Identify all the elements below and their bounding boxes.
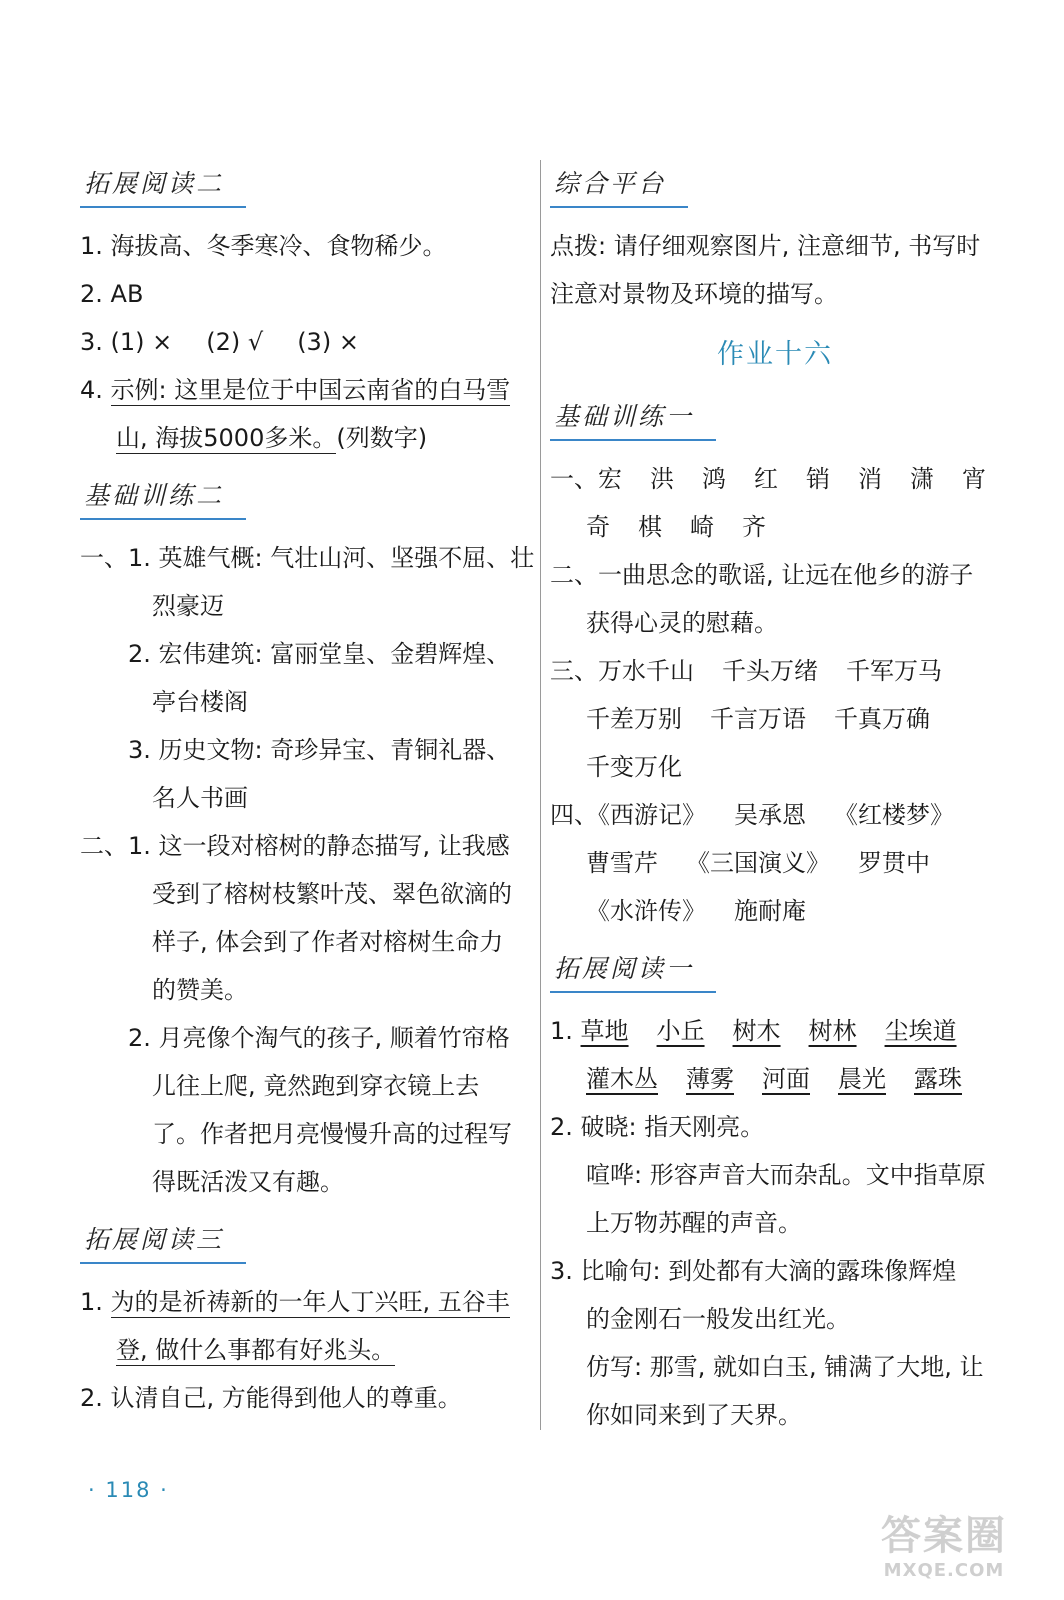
answer-3-part-2: (2) √ bbox=[206, 328, 264, 356]
q2-item-2-cont-3: 得既活泼又有趣。 bbox=[152, 1168, 344, 1196]
q2-item-1: 二、1. 这一段对榕树的静态描写, 让我感 bbox=[80, 832, 510, 860]
q2-item-2-cont-2: 了。作者把月亮慢慢升高的过程写 bbox=[152, 1120, 512, 1148]
answer-3 bbox=[80, 318, 530, 366]
bt1-q2: 二、一曲思念的歌谣, 让远在他乡的游子 bbox=[550, 561, 974, 589]
answer-char: 洪 bbox=[650, 465, 674, 493]
bt1-q4-label: 四、 bbox=[550, 801, 598, 829]
er1-q2-c: 上万物苏醒的声音。 bbox=[586, 1209, 802, 1237]
q1-item-1-cont: 烈豪迈 bbox=[152, 592, 224, 620]
idiom: 千变万化 bbox=[586, 753, 682, 781]
section-title-extended-reading-1: 拓展阅读一 bbox=[550, 949, 716, 993]
page-number: · 118 · bbox=[88, 1478, 169, 1502]
idiom: 千真万确 bbox=[834, 705, 930, 733]
underlined-word: 草地 bbox=[580, 1017, 629, 1045]
answer-char: 销 bbox=[806, 465, 830, 493]
hint-line-2: 注意对景物及环境的描写。 bbox=[550, 280, 838, 308]
bt1-q3-label: 三、 bbox=[550, 657, 598, 685]
bt1-q4-row1 bbox=[550, 791, 1000, 839]
er1-q1-row2 bbox=[550, 1055, 1000, 1103]
er1-q1-words-row2 bbox=[586, 1065, 990, 1093]
q2-item-2-cont-1: 儿往上爬, 竟然跑到穿衣镜上去 bbox=[152, 1072, 480, 1100]
book-or-author: 曹雪芹 bbox=[586, 849, 658, 877]
book-or-author: 《西游记》 bbox=[598, 801, 706, 829]
right-column bbox=[550, 150, 1000, 1439]
er1-q1-number: 1. bbox=[550, 1017, 573, 1045]
er3-answer-1 bbox=[80, 1278, 530, 1326]
watermark-logo bbox=[854, 1512, 1034, 1592]
er1-q1-row1 bbox=[550, 1007, 1000, 1055]
underlined-word: 树木 bbox=[732, 1017, 781, 1045]
section-title-comprehensive-platform: 综合平台 bbox=[550, 164, 688, 208]
underlined-word: 露珠 bbox=[914, 1065, 962, 1093]
book-or-author: 罗贯中 bbox=[858, 849, 930, 877]
answer-char: 齐 bbox=[742, 513, 766, 541]
answer-2: 2. AB bbox=[80, 280, 144, 308]
bt1-q3-idioms-row1 bbox=[598, 657, 970, 685]
underlined-word: 晨光 bbox=[838, 1065, 886, 1093]
answer-4-number: 4. bbox=[80, 376, 103, 404]
er3-answer-1-number: 1. bbox=[80, 1288, 103, 1316]
bt1-q3-idioms-row2 bbox=[586, 705, 958, 733]
underlined-word: 灌木丛 bbox=[586, 1065, 658, 1093]
column-divider bbox=[540, 160, 541, 1430]
answer-char: 鸿 bbox=[702, 465, 726, 493]
er1-q3-d: 你如同来到了天界。 bbox=[586, 1401, 802, 1429]
er3-answer-1-underlined-1: 为的是祈祷新的一年人丁兴旺, 五谷丰 bbox=[110, 1288, 510, 1316]
idiom: 千军万马 bbox=[846, 657, 942, 685]
er1-q3: 3. 比喻句: 到处都有大滴的露珠像辉煌 bbox=[550, 1257, 957, 1285]
er1-q3-c: 仿写: 那雪, 就如白玉, 铺满了大地, 让 bbox=[586, 1353, 984, 1381]
left-column bbox=[80, 150, 535, 1422]
er1-q1-words-row1 bbox=[581, 1017, 985, 1045]
watermark-url: MXQE.COM bbox=[883, 1560, 1005, 1581]
idiom: 千差万别 bbox=[586, 705, 682, 733]
answer-1: 1. 海拔高、冬季寒冷、食物稀少。 bbox=[80, 232, 447, 260]
q1-item-2-cont: 亭台楼阁 bbox=[152, 688, 248, 716]
section-title-basic-training-2: 基础训练二 bbox=[80, 476, 246, 520]
watermark-mark: 答案圈 bbox=[881, 1513, 1007, 1559]
q1-item-3: 3. 历史文物: 奇珍异宝、青铜礼器、 bbox=[128, 736, 511, 764]
answer-char: 消 bbox=[858, 465, 882, 493]
section-title-extended-reading-3: 拓展阅读三 bbox=[80, 1220, 246, 1264]
answer-char: 宵 bbox=[962, 465, 986, 493]
bt1-q4-books-row3 bbox=[586, 897, 834, 925]
answer-4-cont bbox=[80, 414, 530, 462]
answer-char: 棋 bbox=[638, 513, 662, 541]
idiom: 万水千山 bbox=[598, 657, 694, 685]
er3-answer-2: 2. 认清自己, 方能得到他人的尊重。 bbox=[80, 1384, 462, 1412]
er3-answer-1-underlined-2: 登, 做什么事都有好兆头。 bbox=[116, 1336, 396, 1364]
book-or-author: 施耐庵 bbox=[734, 897, 806, 925]
underlined-word: 尘埃道 bbox=[884, 1017, 957, 1045]
answer-3-part-3: (3) × bbox=[297, 328, 359, 356]
answer-4-underlined-line-1: 示例: 这里是位于中国云南省的白马雪 bbox=[110, 376, 511, 404]
bt1-q1-row2 bbox=[550, 503, 1000, 551]
underlined-word: 树林 bbox=[808, 1017, 857, 1045]
answer-char: 红 bbox=[754, 465, 778, 493]
underlined-word: 小丘 bbox=[656, 1017, 705, 1045]
q2-item-1-cont-3: 的赞美。 bbox=[152, 976, 248, 1004]
answer-char: 潇 bbox=[910, 465, 934, 493]
book-or-author: 吴承恩 bbox=[734, 801, 806, 829]
bt1-q1-label: 一、 bbox=[550, 465, 598, 493]
idiom: 千头万绪 bbox=[722, 657, 818, 685]
underlined-word: 薄雾 bbox=[686, 1065, 734, 1093]
bt1-q3-idioms-row3 bbox=[586, 753, 710, 781]
answer-4 bbox=[80, 366, 530, 414]
section-title-basic-training-1: 基础训练一 bbox=[550, 397, 716, 441]
q2-item-1-cont-1: 受到了榕树枝繁叶茂、翠色欲滴的 bbox=[152, 880, 512, 908]
er1-q2-b: 喧哗: 形容声音大而杂乱。文中指草原 bbox=[586, 1161, 986, 1189]
q2-item-1-cont-2: 样子, 体会到了作者对榕树生命力 bbox=[152, 928, 504, 956]
underlined-word: 河面 bbox=[762, 1065, 810, 1093]
section-title-extended-reading-2: 拓展阅读二 bbox=[80, 164, 246, 208]
book-or-author: 《三国演义》 bbox=[686, 849, 830, 877]
idiom: 千言万语 bbox=[710, 705, 806, 733]
answer-char: 奇 bbox=[586, 513, 610, 541]
bt1-q3-row1 bbox=[550, 647, 1000, 695]
q2-item-2: 2. 月亮像个淘气的孩子, 顺着竹帘格 bbox=[128, 1024, 510, 1052]
bt1-q1-row1 bbox=[550, 455, 1000, 503]
bt1-q1-chars-row1 bbox=[598, 465, 1014, 493]
homework-title: 作业十六 bbox=[717, 339, 833, 370]
book-or-author: 《红楼梦》 bbox=[834, 801, 954, 829]
bt1-q4-row2 bbox=[550, 839, 1000, 887]
book-or-author: 《水浒传》 bbox=[586, 897, 706, 925]
er1-q2: 2. 破晓: 指天刚亮。 bbox=[550, 1113, 765, 1141]
er3-answer-1-cont bbox=[80, 1326, 530, 1374]
hint-line-1: 点拨: 请仔细观察图片, 注意细节, 书写时 bbox=[550, 232, 981, 260]
q1-item-3-cont: 名人书画 bbox=[152, 784, 248, 812]
answer-char: 崎 bbox=[690, 513, 714, 541]
answer-4-underlined-line-2: 山, 海拔5000多米。 bbox=[116, 424, 337, 452]
er1-q3-b: 的金刚石一般发出红光。 bbox=[586, 1305, 850, 1333]
bt1-q4-books-row1 bbox=[598, 801, 982, 829]
bt1-q2-cont: 获得心灵的慰藉。 bbox=[586, 609, 778, 637]
q1-item-1: 一、1. 英雄气概: 气壮山河、坚强不屈、壮 bbox=[80, 544, 535, 572]
bt1-q3-row3 bbox=[550, 743, 1000, 791]
answer-3-part-1: 3. (1) × bbox=[80, 328, 173, 356]
bt1-q3-row2 bbox=[550, 695, 1000, 743]
bt1-q4-row3 bbox=[550, 887, 1000, 935]
answer-4-note: (列数字) bbox=[336, 424, 428, 452]
bt1-q1-chars-row2 bbox=[586, 513, 794, 541]
bt1-q4-books-row2 bbox=[586, 849, 958, 877]
answer-char: 宏 bbox=[598, 465, 622, 493]
q1-item-2: 2. 宏伟建筑: 富丽堂皇、金碧辉煌、 bbox=[128, 640, 511, 668]
